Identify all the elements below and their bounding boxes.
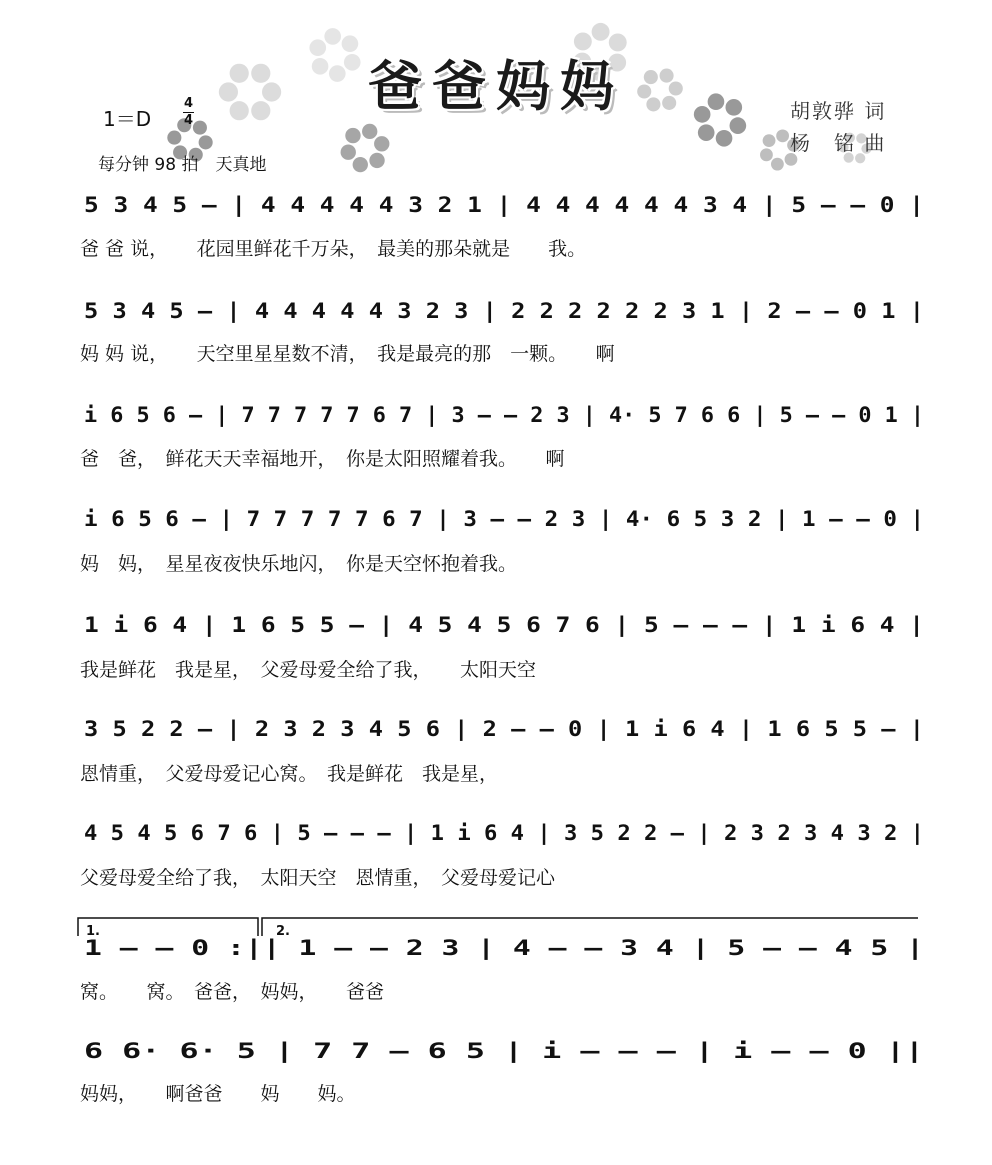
notation-line: 4 5 4 5 6 7 6 | 5 – – – | 1 i 6 4 | 3 5 2 2 – | 2 3 2 3 4 3 2 | <box>84 821 881 845</box>
key-signature: 1＝D <box>103 107 152 131</box>
lyric-line: 爸 爸 说， 花园里鲜花千万朵， 最美的那朵就是 我。 <box>80 238 587 260</box>
notation-line: 1 i 6 4 | 1 6 5 5 – | 4 5 4 5 6 7 6 | 5 – – – | 1 i 6 4 | <box>84 613 805 637</box>
notation-line: 1 – – 0 :|| 1 – – 2 3 | 4 – – 3 4 | 5 – – 4 5 | <box>84 936 679 960</box>
volta-first-label: 1. <box>86 924 100 939</box>
lyric-line: 妈 妈， 星星夜夜快乐地闪， 你是天空怀抱着我。 <box>80 553 518 575</box>
lyric-line: 父爱母爱全给了我， 太阳天空 恩情重， 父爱母爱记心 <box>80 867 556 889</box>
volta-second-label: 2. <box>276 924 290 939</box>
lyricist-credit: 胡敦骅 词 <box>790 99 887 123</box>
lyric-line: 我是鲜花 我是星， 父爱母爱全给了我， 太阳天空 <box>80 659 537 681</box>
notation-line: 5 3 4 5 – | 4 4 4 4 4 3 2 1 | 4 4 4 4 4 4 3 4 | 5 – – 0 | <box>84 193 805 217</box>
page-title: 爸爸妈妈 <box>368 55 624 118</box>
notation-line: i 6 5 6 – | 7 7 7 7 7 6 7 | 3 – – 2 3 | 4· 6 5 3 2 | 1 – – 0 | <box>84 507 868 531</box>
notation-line: 6 6· 6· 5 | 7 7 – 6 5 | i – – – | i – – 0 || <box>84 1039 641 1063</box>
lyric-line: 妈 妈 说， 天空里星星数不清， 我是最亮的那 一颗。 啊 <box>80 343 615 365</box>
tempo-marking: 每分钟 98 拍 天真地 <box>98 155 267 175</box>
volta-second-bracket <box>262 918 918 936</box>
composer-credit: 杨 铭 曲 <box>790 131 887 155</box>
lyric-line: 恩情重， 父爱母爱记心窝。 我是鲜花 我是星， <box>80 763 499 785</box>
notation-line: 3 5 2 2 – | 2 3 2 3 4 5 6 | 2 – – 0 | 1 i 6 4 | 1 6 5 5 – | <box>84 717 830 741</box>
notation-line: 5 3 4 5 – | 4 4 4 4 4 3 2 3 | 2 2 2 2 2 2 3 1 | 2 – – 0 1 | <box>84 299 830 323</box>
lyric-line: 窝。 窝。 爸爸， 妈妈， 爸爸 <box>80 981 385 1003</box>
time-signature-bottom: 4 <box>183 113 194 128</box>
time-signature-top: 4 <box>183 96 194 111</box>
lyric-line: 妈妈， 啊爸爸 妈 妈。 <box>80 1083 356 1105</box>
volta-first-bracket <box>78 918 258 936</box>
lyric-line: 爸 爸， 鲜花天天幸福地开， 你是太阳照耀着我。 啊 <box>80 448 565 470</box>
notation-line: i 6 5 6 – | 7 7 7 7 7 6 7 | 3 – – 2 3 | 4· 5 7 6 6 | 5 – – 0 1 | <box>84 403 894 427</box>
